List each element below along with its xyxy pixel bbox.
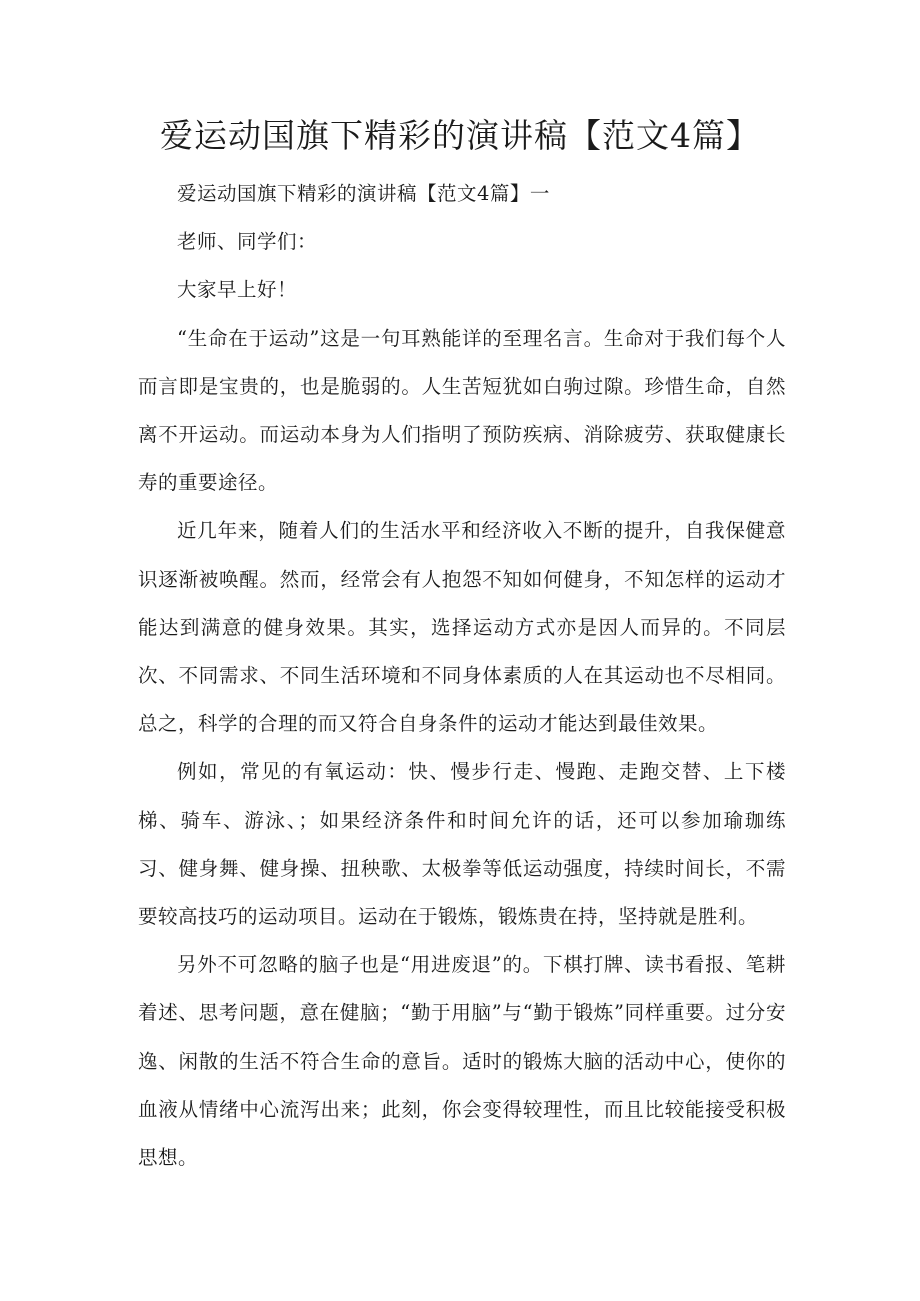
document-body <box>138 170 786 1182</box>
salutation: 老师、同学们： <box>177 230 318 254</box>
document-title: 爱运动国旗下精彩的演讲稿【范文4篇】 <box>160 116 760 155</box>
section-heading: 爱运动国旗下精彩的演讲稿【范文4篇】一 <box>177 182 550 205</box>
body-paragraph: 另外不可忽略的脑子也是“用进废退”的。下棋打牌、读书看报、笔耕着述、思考问题，意在健脑；“勤于用脑”与“勤于锻炼”同样重要。过分安逸、闲散的生活不符合生命的意旨。适时的锻炼大脑的活动中心，使你的血液从情绪中心流泻出来；此刻，你会变得较理性，而且比较能接受积极思想。 <box>138 953 786 1170</box>
body-paragraph: 近几年来，随着人们的生活水平和经济收入不断的提升，自我保健意识逐渐被唤醒。然而，经常会有人抱怨不知如何健身，不知怎样的运动才能达到满意的健身效果。其实，选择运动方式亦是因人而异的。不同层次、不同需求、不同生活环境和不同身体素质的人在其运动也不尽相同。总之，科学的合理的而又符合自身条件的运动才能达到最佳效果。 <box>138 519 786 736</box>
greeting: 大家早上好！ <box>177 278 298 302</box>
body-paragraph: “生命在于运动”这是一句耳熟能详的至理名言。生命对于我们每个人而言即是宝贵的，也是脆弱的。人生苦短犹如白驹过隙。珍惜生命，自然离不开运动。而运动本身为人们指明了预防疾病、消除疲劳、获取健康长寿的重要途径。 <box>138 326 786 495</box>
body-paragraph: 例如，常见的有氧运动：快、慢步行走、慢跑、走跑交替、上下楼梯、骑车、游泳、；如果经济条件和时间允许的话，还可以参加瑜珈练习、健身舞、健身操、扭秧歌、太极拳等低运动强度，持续时间长，不需要较高技巧的运动项目。运动在于锻炼，锻炼贵在持，坚持就是胜利。 <box>138 760 786 929</box>
